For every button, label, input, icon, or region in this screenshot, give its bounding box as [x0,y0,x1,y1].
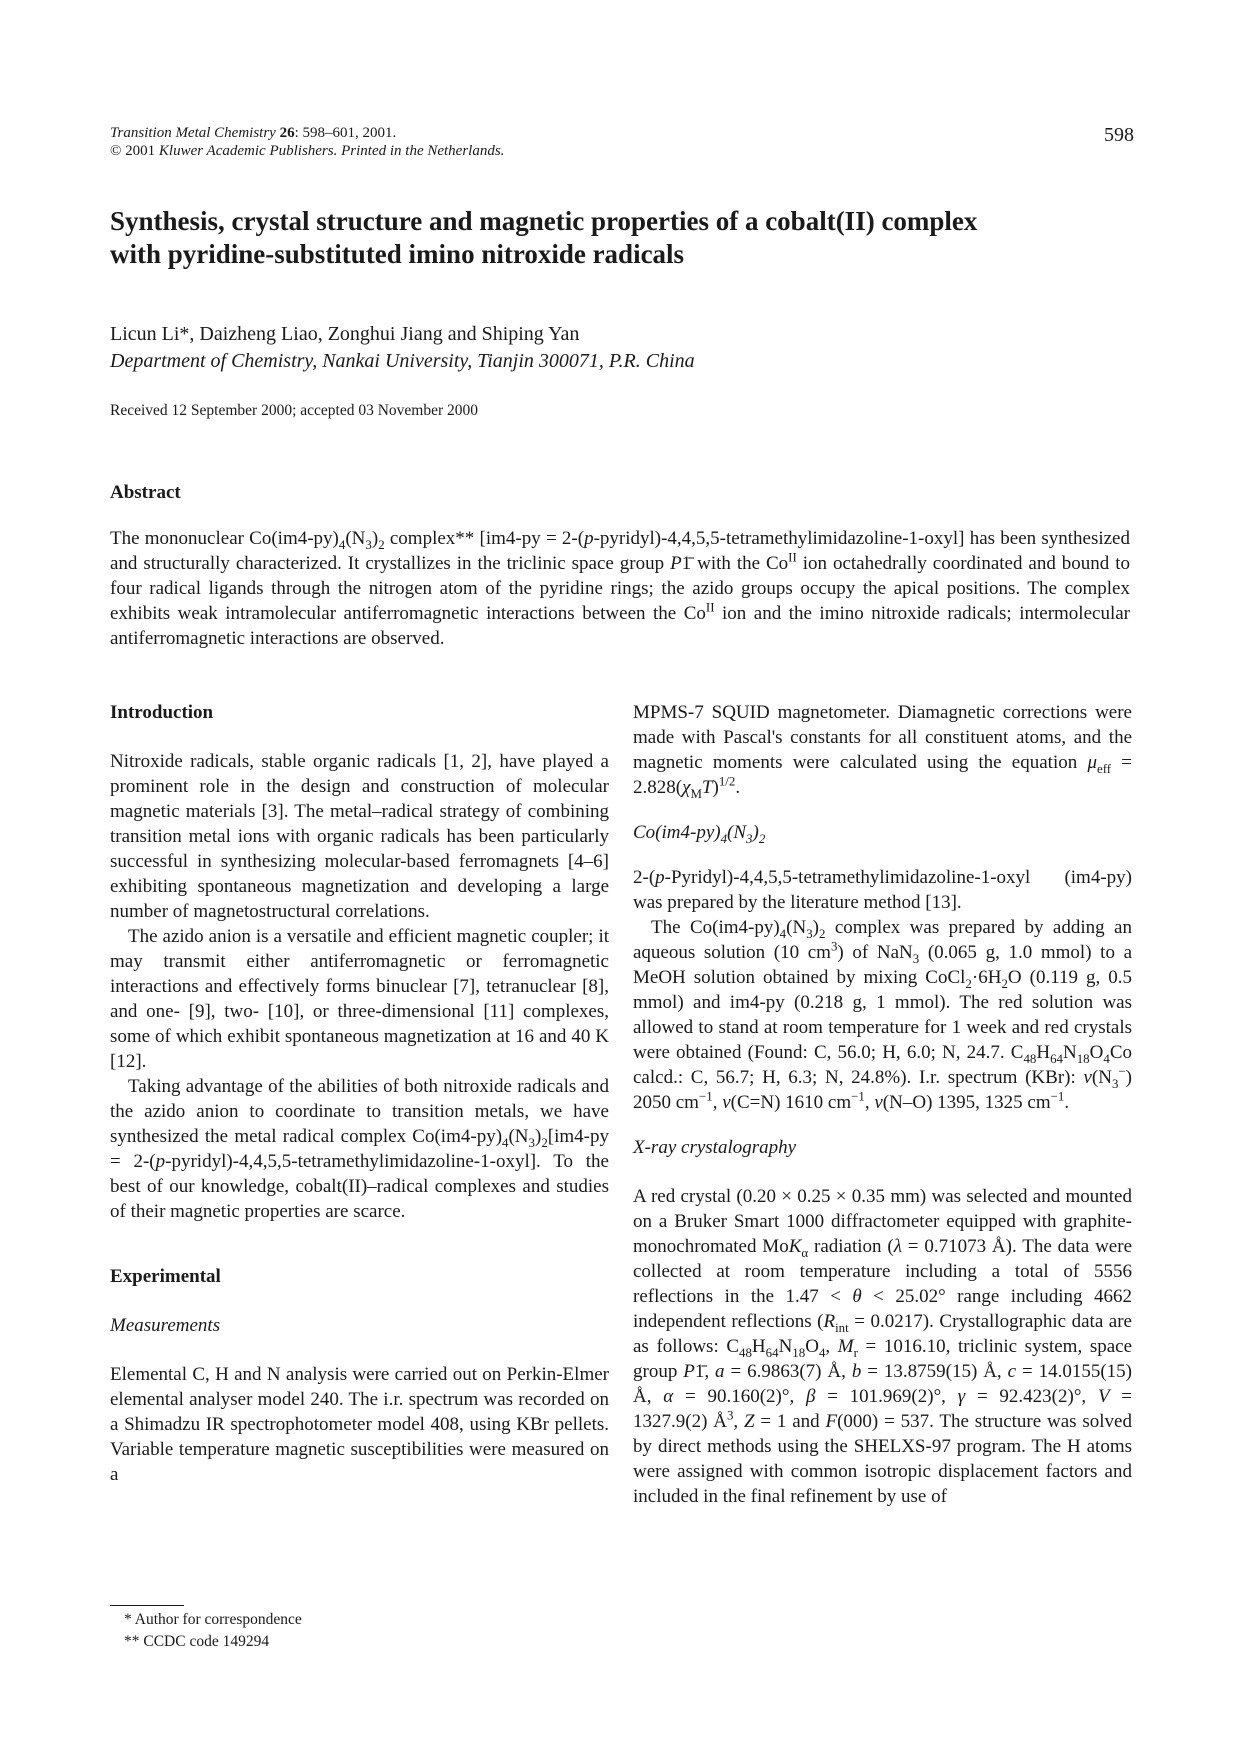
xray-paragraph: A red crystal (0.20 × 0.25 × 0.35 mm) was selected and mounted on a Bruker Smart 1000 diffractometer equipped with graphite-monochromated MoK$_\alpha$ radiation (λ = 0.71073 Å). The data were collected at room temperature including a total of 5556 reflections in the 1.47 < θ < 25.02° range including 4662 independent reflections $(R_{int} = 0.0217)$. Crystallographic data are as follows: $C_{48}H_{64}N_{18}O_4$, $M_r = 1016.10$, triclinic system, space group P1̄, a = 6.9863(7) Å, b = 13.8759(15) Å, c = 14.0155(15) Å, α = 90.160(2)°, β = 101.969(2)°, γ = 92.423(2)°, V = 1327.9(2) $Å^3$, Z = 1 and F(000) = 537. The structure was solved by direct methods using the SHELXS-97 program. The H atoms were assigned with common isotropic displacement factors and included in the final refinement by use of [633,1186,1133,1507]
measurements-paragraph: Elemental C, H and N analysis were carried out on Perkin-Elmer elemental analyser model 240. The i.r. spectrum was recorded on a Shimadzu IR spectrophotometer model 408, using KBr pellets. Variable temperature magnetic susceptibilities were measured on a [110,1364,609,1485]
intro-paragraph-2: The azido anion is a versatile and efficient magnetic coupler; it may transmit either antiferromagnetic or ferromagnetic interactions and effectively forms binuclear [7], tetranuclear [8], and one- [9], two- [10], or three-dimensional [11] complexes, some of which exhibit spontaneous magnetization at 16 and 40 K [12]. [110,926,609,1072]
abstract-text: The mononuclear $Co(im4-py)_4(N_3)_2$ complex** [im4-py = 2-(p-pyridyl)-4,4,5,5-tetramethylimidazoline-1-oxyl] has been synthesized and structurally characterized. It crystallizes in the triclinic space group P1̄ with the $Co^{II}$ ion octahedrally coordinated and bound to four radical ligands through the nitrogen atom of the pyridine rings; the azido groups occupy the apical positions. The complex exhibits weak intramolecular antiferromagnetic interactions between the $Co^{II}$ ion and the imino nitroxide radicals; intermolecular antiferromagnetic interactions are observed. [110,528,1131,649]
introduction-heading: Introduction [110,702,214,723]
complex-heading: $Co(im4-py)_4(N_3)_2$ [633,822,766,846]
abstract-heading: Abstract [110,482,181,503]
right-column [633,700,1132,1509]
footnote-rule [110,1605,184,1606]
measurements-continued: MPMS-7 SQUID magnetometer. Diamagnetic corrections were made with Pascal's constants for all constituent atoms, and the magnetic moments were calculated using the equation $\mu_{eff} = 2.828(\chi_MT)^{1/2}$. [633,702,1132,801]
paper-title [110,205,1130,271]
measurements-heading: Measurements [110,1315,221,1336]
complex-paragraph-2: The $Co(im4-py)_4(N_3)_2$ complex was prepared by adding an aqueous solution (10 $cm^3$) of NaN$_3$ (0.065 g, 1.0 mmol) to a MeOH solution obtained by mixing $CoCl_2\cdot 6H_2O$ (0.119 g, 0.5 mmol) and im4-py (0.218 g, 1 mmol). The red solution was allowed to stand at room temperature for 1 week and red crystals were obtained (Found: C, 56.0; H, 6.0; N, 24.7. $C_{48}H_{64}N_{18}O_4Co$ calcd.: C, 56.7; H, 6.3; N, 24.8%). I.r. spectrum (KBr): $\nu(N_3^-)$ 2050 $cm^{-1}$, ν(C=N) 1610 $cm^{-1}$, ν(N–O) 1395, 1325 $cm^{-1}$. [633,917,1133,1113]
xray-heading: X-ray crystalography [633,1137,797,1158]
journal-citation [110,124,504,160]
footnote-ccdc: ** CCDC code 149294 [124,1633,270,1650]
intro-paragraph-1: Nitroxide radicals, stable organic radicals [1, 2], have played a prominent role in the design and construction of molecular magnetic materials [3]. The metal–radical strategy of combining transition metal ions with organic radicals has been particularly successful in synthesizing molecular-based ferromagnets [4–6] exhibiting spontaneous magnetization and developing a large number of magnetostructural correlations. [110,751,609,922]
author-list: Licun Li*, Daizheng Liao, Zonghui Jiang and Shiping Yan [110,323,580,345]
journal-line-2: © 2001 Kluwer Academic Publishers. Printed in the Netherlands. [110,143,505,159]
affiliation: Department of Chemistry, Nankai University, Tianjin 300071, P.R. China [110,350,695,372]
received-date: Received 12 September 2000; accepted 03 November 2000 [110,402,479,419]
footnote-author: * Author for correspondence [124,1611,302,1628]
page-number: 598 [1104,124,1134,146]
journal-line-1: Transition Metal Chemistry 26: 598–601, 2001. [110,125,397,141]
left-column [110,700,609,1487]
complex-paragraph-1: 2-(p-Pyridyl)-4,4,5,5-tetramethylimidazoline-1-oxyl (im4-py) was prepared by the literature method [13]. [633,867,1132,913]
experimental-heading: Experimental [110,1266,221,1287]
title-line-2: with pyridine-substituted imino nitroxide radicals [110,239,685,269]
intro-paragraph-3: Taking advantage of the abilities of both nitroxide radicals and the azido anion to coordinate to transition metals, we have synthesized the metal radical complex $Co(im4-py)_4(N_3)_2[im4-py$ = 2-(p-pyridyl)-4,4,5,5-tetramethylimidazoline-1-oxyl]. To the best of our knowledge, cobalt(II)–radical complexes and studies of their magnetic properties are scarce. [110,1076,609,1222]
title-line-1: Synthesis, crystal structure and magnetic properties of a cobalt(II) complex [110,206,978,236]
